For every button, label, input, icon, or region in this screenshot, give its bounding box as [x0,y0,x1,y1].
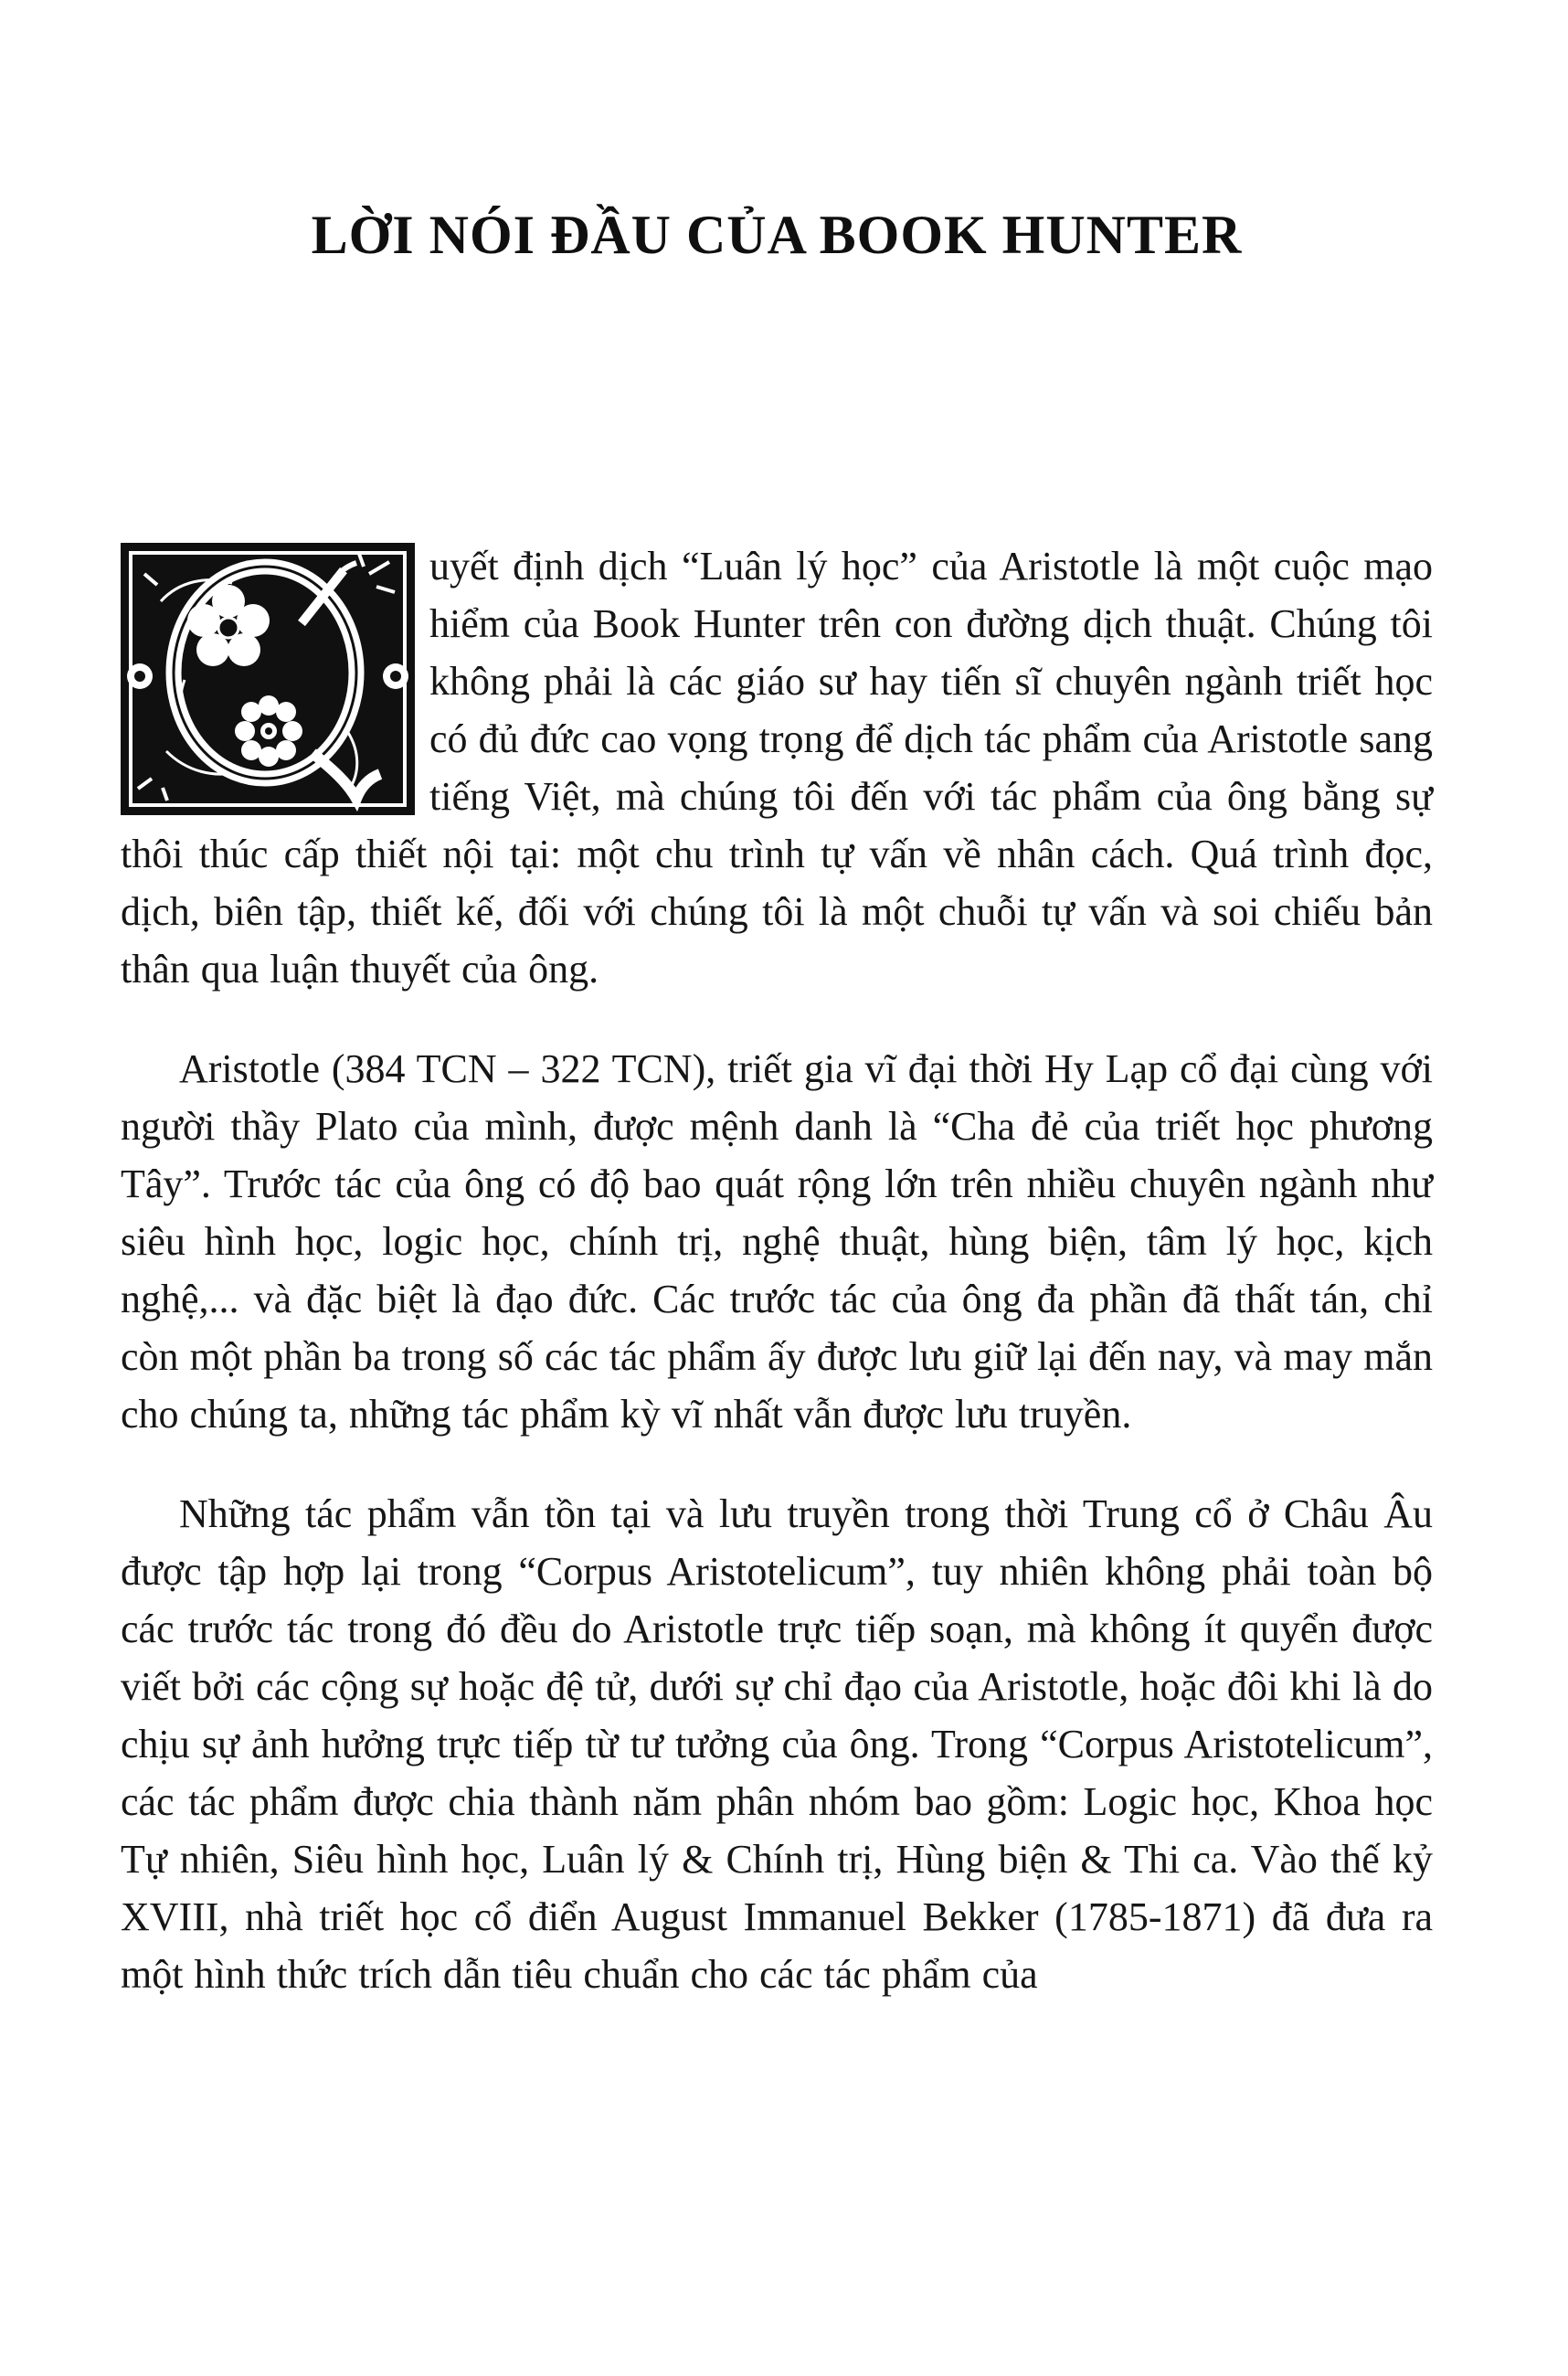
page-title: LỜI NÓI ĐẦU CỦA BOOK HUNTER [311,205,1243,265]
dropcap-letter [121,815,122,816]
woodcut-initial-q-icon [121,543,415,815]
paragraph-2: Aristotle (384 TCN – 322 TCN), triết gia vĩ đại thời Hy Lạp cổ đại cùng với người thầy Plato của mình, được mệnh danh là “Cha đẻ của triết học phương Tây”. Trước tác của ông có độ bao quát rộng lớn trên nhiều chuyên ngành như siêu hình học, logic học, chính trị, nghệ thuật, hùng biện, tâm lý học, kịch nghệ,... và đặc biệt là đạo đức. Các trước tác của ông đa phần đã thất tán, chỉ còn một phần ba trong số các tác phẩm ấy được lưu giữ lại đến nay, và may mắn cho chúng ta, những tác phẩm kỳ vĩ nhất vẫn được lưu truyền. [121,1046,1433,1437]
rosette-ornament-bottom [235,695,302,767]
paragraph-3: Những tác phẩm vẫn tồn tại và lưu truyền trong thời Trung cổ ở Châu Âu được tập hợp lại trong “Corpus Aristotelicum”, tuy nhiên không phải toàn bộ các trước tác trong đó đều do Aristotle trực tiếp soạn, mà không ít quyển được viết bởi các cộng sự hoặc đệ tử, dưới sự chỉ đạo của Aristotle, hoặc đôi khi là do chịu sự ảnh hưởng trực tiếp từ tư tưởng của ông. Trong “Corpus Aristotelicum”, các tác phẩm được chia thành năm phân nhóm bao gồm: Logic học, Khoa học Tự nhiên, Siêu hình học, Luân lý & Chính trị, Hùng biện & Thi ca. Vào thế kỷ XVIII, nhà triết học cổ điển August Immanuel Bekker (1785-1871) đã đưa ra một hình thức trích dẫn tiêu chuẩn cho các tác phẩm của [121,1491,1433,1997]
paragraph-1-text: uyết định dịch “Luân lý học” của Aristotle là một cuộc mạo hiểm của Book Hunter trên con đường dịch thuật. Chúng tôi không phải là các giáo sư hay tiến sĩ chuyên ngành triết học có đủ đức cao vọng trọng để dịch tác phẩm của Aristotle sang tiếng Việt, mà chúng tôi đến với tác phẩm của ông bằng sự thôi thúc cấp thiết nội tại: một chu trình tự vấn về nhân cách. Quá trình đọc, dịch, biên tập, thiết kế, đối với chúng tôi là một chuỗi tự vấn và soi chiếu bản thân qua luận thuyết của ông. [121,544,1433,992]
preface-content [121,537,1433,2003]
dropcap-ornament-q [121,543,415,815]
paragraph-1 [121,537,1433,998]
